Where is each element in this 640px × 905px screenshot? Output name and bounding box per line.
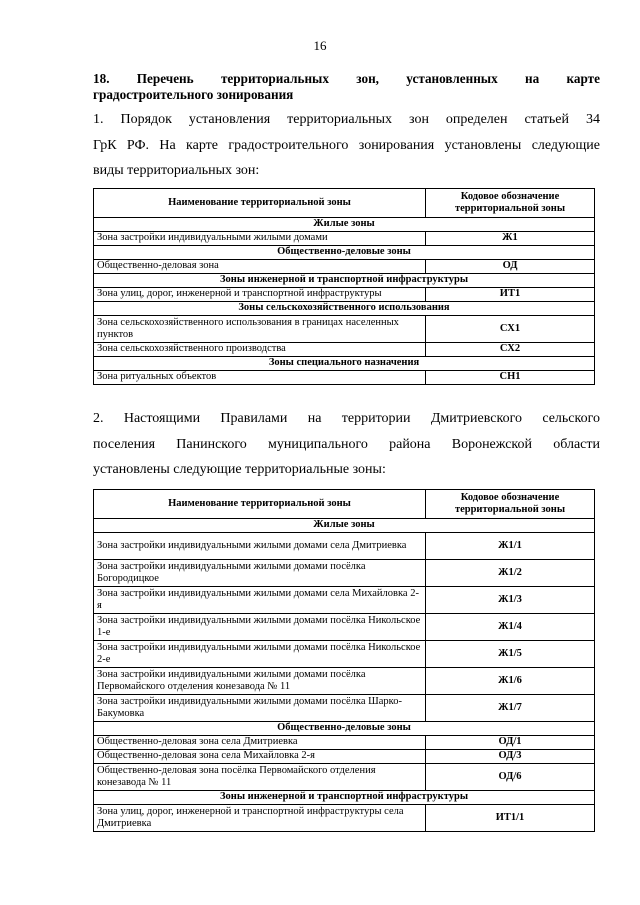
table-section-row (94, 274, 595, 288)
zone-name-cell: Зона ритуальных объектов (94, 371, 426, 385)
zone-name-cell: Зона улиц, дорог, инженерной и транспортной инфраструктуры (94, 288, 426, 302)
section-label: Зоны инженерной и транспортной инфраструктуры (94, 274, 595, 288)
zone-name-cell: Зона застройки индивидуальными жилыми домами посёлка Богородицкое (94, 560, 426, 587)
zone-code-cell: ОД/6 (426, 764, 595, 791)
zone-name-cell: Зона застройки индивидуальными жилыми домами посёлка Первомайского отделения конезавода № 11 (94, 668, 426, 695)
paragraph-1 (93, 107, 600, 184)
zone-name-cell: Общественно-деловая зона посёлка Первомайского отделения конезавода № 11 (94, 764, 426, 791)
table-row (94, 371, 595, 385)
zones-table-1 (93, 188, 595, 385)
zone-name-cell: Зона улиц, дорог, инженерной и транспортной инфраструктуры села Дмитриевка (94, 805, 426, 832)
zone-name-cell: Зона сельскохозяйственного производства (94, 343, 426, 357)
section-label: Жилые зоны (94, 519, 595, 533)
section-title-line-2: градостроительного зонирования (93, 87, 294, 102)
header-code-cell: Кодовое обозначение территориальной зоны (426, 490, 595, 519)
zone-code-cell: Ж1/3 (426, 587, 595, 614)
table-row (94, 260, 595, 274)
table-section-row (94, 302, 595, 316)
section-label: Зоны специального назначения (94, 357, 595, 371)
header-code-cell: Кодовое обозначение территориальной зоны (426, 189, 595, 218)
table-row (94, 805, 595, 832)
table-row (94, 641, 595, 668)
table-row (94, 750, 595, 764)
table-section-row (94, 357, 595, 371)
section-label: Общественно-деловые зоны (94, 722, 595, 736)
zones-table-2 (93, 489, 595, 832)
table-row (94, 668, 595, 695)
paragraph-2-line-1: 2. Настоящими Правилами на территории Дмитриевского сельского (93, 411, 600, 426)
zone-code-cell: ОД (426, 260, 595, 274)
section-label: Зоны сельскохозяйственного использования (94, 302, 595, 316)
page-number: 16 (313, 38, 327, 53)
zone-name-cell: Зона застройки индивидуальными жилыми домами посёлка Никольское 2-е (94, 641, 426, 668)
section-title-line-1: 18. Перечень территориальных зон, установленных на карте (93, 71, 600, 86)
table-row (94, 614, 595, 641)
paragraph-2-line-2: поселения Панинского муниципального района Воронежской области (93, 436, 600, 452)
table-section-row (94, 722, 595, 736)
zone-code-cell: ИТ1/1 (426, 805, 595, 832)
zone-name-cell: Зона застройки индивидуальными жилыми домами посёлка Никольское 1-е (94, 614, 426, 641)
zone-name-cell: Зона застройки индивидуальными жилыми домами села Дмитриевка (94, 533, 426, 560)
section-label: Общественно-деловые зоны (94, 246, 595, 260)
zone-code-cell: Ж1/6 (426, 668, 595, 695)
table-row (94, 560, 595, 587)
zone-code-cell: СН1 (426, 371, 595, 385)
table-section-row (94, 519, 595, 533)
section-title (93, 71, 600, 103)
header-name-cell: Наименование территориальной зоны (94, 189, 426, 218)
table-section-row (94, 246, 595, 260)
table-section-row (94, 791, 595, 805)
zone-code-cell: Ж1 (426, 232, 595, 246)
table-row (94, 533, 595, 560)
table-row (94, 587, 595, 614)
zone-code-cell: Ж1/5 (426, 641, 595, 668)
zone-name-cell: Зона застройки индивидуальными жилыми домами села Михайловка 2-я (94, 587, 426, 614)
table-row (94, 316, 595, 343)
zone-name-cell: Зона застройки индивидуальными жилыми домами (94, 232, 426, 246)
header-name-cell: Наименование территориальной зоны (94, 490, 426, 519)
table-row (94, 695, 595, 722)
paragraph-2 (93, 406, 600, 483)
table-row (94, 764, 595, 791)
paragraph-1-line-3: виды территориальных зон: (93, 163, 260, 178)
zone-name-cell: Общественно-деловая зона (94, 260, 426, 274)
section-label: Зоны инженерной и транспортной инфраструктуры (94, 791, 595, 805)
zone-code-cell: Ж1/4 (426, 614, 595, 641)
zone-name-cell: Зона застройки индивидуальными жилыми домами посёлка Шарко-Бакумовка (94, 695, 426, 722)
zone-name-cell: Общественно-деловая зона села Михайловка 2-я (94, 750, 426, 764)
zone-code-cell: Ж1/1 (426, 533, 595, 560)
zone-code-cell: СХ1 (426, 316, 595, 343)
zone-code-cell: Ж1/2 (426, 560, 595, 587)
zone-name-cell: Зона сельскохозяйственного использования в границах населенных пунктов (94, 316, 426, 343)
table-row (94, 736, 595, 750)
zone-code-cell: СХ2 (426, 343, 595, 357)
zone-name-cell: Общественно-деловая зона села Дмитриевка (94, 736, 426, 750)
table-section-row (94, 218, 595, 232)
zone-code-cell: ИТ1 (426, 288, 595, 302)
section-label: Жилые зоны (94, 218, 595, 232)
table-row (94, 343, 595, 357)
zone-code-cell: ОД/1 (426, 736, 595, 750)
zone-code-cell: Ж1/7 (426, 695, 595, 722)
paragraph-1-line-1: 1. Порядок установления территориальных зон определен статьей 34 (93, 112, 600, 127)
paragraph-2-line-3: установлены следующие территориальные зоны: (93, 462, 386, 477)
zone-code-cell: ОД/3 (426, 750, 595, 764)
table-header-row (94, 490, 595, 519)
table-row (94, 288, 595, 302)
table-header-row (94, 189, 595, 218)
table-row (94, 232, 595, 246)
paragraph-1-line-2: ГрК РФ. На карте градостроительного зонирования установлены следующие (93, 137, 600, 153)
